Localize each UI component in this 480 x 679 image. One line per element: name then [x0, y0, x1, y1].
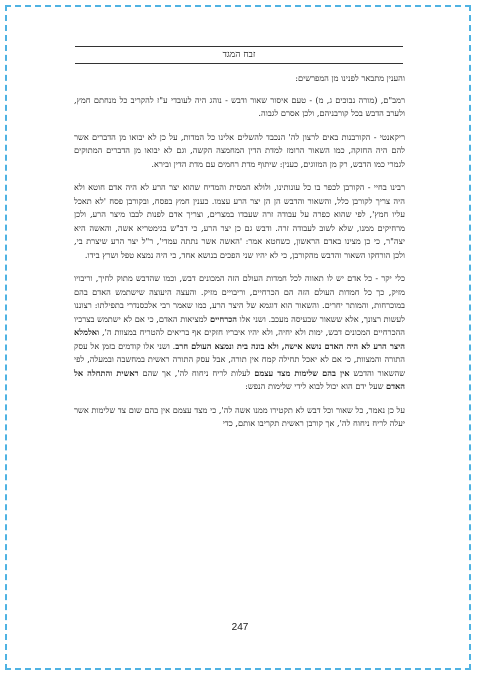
header-title: זבח המגד	[222, 50, 256, 60]
rambam-paragraph: רמב"ם, (מורה נבוכים ג, מ) - טעם איסור שאור ודבש - נוהג היה לעובדי ע"ז להקריב כל מנחתם חמץ, ולערב הדבש בכל קורבניהם, ולכן אסרם לגבוה.	[74, 94, 405, 118]
running-header	[75, 46, 403, 66]
kli-yakar-paragraph	[74, 272, 405, 394]
rabbeinu-bachya-paragraph: רבינו בחיי - הקורבן לכפר בו כל עונותינו, ולולא המסית והמדיח שהוא יצר הרע לא היה אדם חוטא ולא היה צריך לקורבן כלל, והשאור והדבש הן הן יצר הרע עצמו. כענין חמץ בפסח, ובקורבן פסח 'לא תאכל עליו חמץ', לפי שהוא כפרה על עבודה זרה שעבדו במצרים, וצריך אדם לפנות לבבו מיצר הרע, ולכן מרחיקים ממנו, שלא לשוב לעבודה זרה. ודבש גם כן יצר הרע, כי דב"ש בגימטריא אשה, והאשה היא יצה"ר, כי כן מצינו באדם הראשון, כשחטא אמר: 'האשה אשר נתתה עמדי', ר"ל יצר הרע שיצרת בי, ולכן הורחקו השאור והדבש מהקורבן, כי לא יהיו שני הפכים בנושא אחד, כי היה נמצא טפל ושרץ בידו.	[74, 182, 405, 260]
page-number: 247	[231, 622, 249, 633]
kli-yakar-bold-4: ראשית והתחלה אל האדם	[74, 367, 405, 391]
kli-yakar-text-1: כלי יקר - כל אדם יש לו תאווה לכל חמדות העולם הזה המכונים דבש, וכמו שהדבש מתוק לחיך, וריבויו מזיק, כך כל חמדות העולם הזה הם הכרחיים, וריבויים מזיק. והעצה היעוצה שישתמש האדם בהם במוכרחות, והמותר יחרים. והשאור הוא דוגמא של היצר הרע, כמו שאמר רבי אלכסנדרי בתפילתו: רצוננו לעשות רצונך, אלא ששאור שבעיסה מעכב. ושני אלו	[74, 273, 405, 324]
kli-yakar-bold-2: ואלמלא היצר הרע לא היה האדם נושא אישה, ולא בונה בית ונמצא העולם חרב	[74, 327, 405, 351]
kli-yakar-text-2: למציאות האדם, כי אם לא ישתמש בצרכיו ההכרחיים המכונים דבש, ימות ולא יחיה, ולא יהיו איבריו חזקים אף בריאים להטריח במצוות ה',	[74, 313, 405, 337]
intro-paragraph: והענין מתבאר לפנינו מן המפרשים:	[295, 73, 405, 83]
kli-yakar-bold-3: אין בהם שלימות מצד עצמם	[254, 367, 350, 378]
header-rule-top	[75, 46, 403, 47]
kli-yakar-text-4: לעלות לריח ניחוח לה', אך שהם	[138, 367, 255, 378]
kli-yakar-bold-1: הכרחיים	[209, 313, 237, 324]
recanati-paragraph: ריקאנטי - הקורבנות באים לרצון לה' הנכבד להשלים אלינו כל המדות, על כן לא יבואו מן הדברים אשר להם היה החזקה, כמו השאור הרומז למדת הדין המחמצה הקשה, וגם לא יבואו מן הדברים המתוקים לגמרי כמו הדבש, רק מן המזוגים, כענין: שיתוף מדת רחמים עם מדת הדין ובירא.	[74, 131, 405, 169]
closing-paragraph: על כן נאמר, כל שאור וכל דבש לא תקטירו ממנו אשה לה', כי מצד עצמם אין בהם שום צד שלימות אשר יעלה לריח ניחוח לה', אך קורבן ראשית תקריבו אותם, כדי	[74, 404, 405, 428]
page-body	[74, 72, 405, 441]
kli-yakar-text-3: . ושני אלו קודמים בזמן אל עסק התורה והמצוות, כי אם לא יאכל תחילה קמח אין תורה, אבל עסק התורה ראשית במחשבה ובמעלה, לפי שהשאור והדבש	[74, 340, 405, 378]
header-rule-bottom	[75, 63, 403, 64]
kli-yakar-text-5: שעל ידם הוא יכול לבוא לידי שלימות הנפש:	[245, 381, 386, 391]
